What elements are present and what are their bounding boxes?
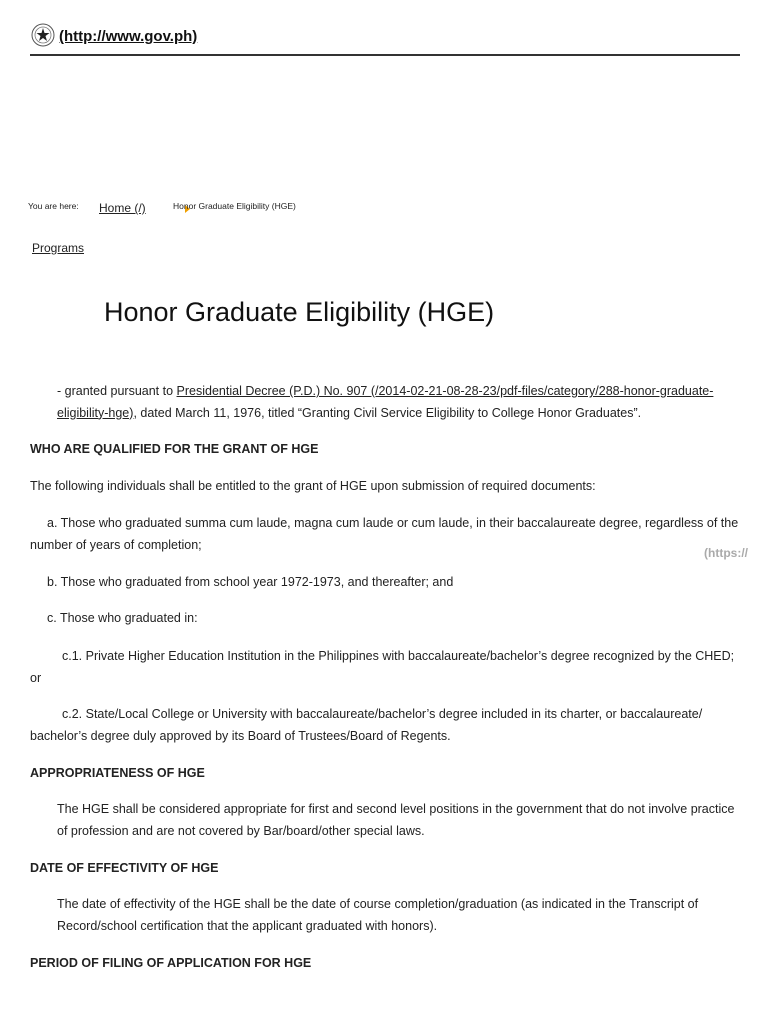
intro-suffix: , dated March 11, 1976, titled “Granting Civil Service Eligibility to College Honor Graduates”. [133,405,642,420]
breadcrumb-label: You are here: [28,201,79,211]
breadcrumb-home-link[interactable]: Home (/) [99,201,146,215]
effectivity-text: The date of effectivity of the HGE shall be the date of course completion/graduation (as indicated in the Transcript of Record/school certification that the applicant graduated with honors). [57,897,699,933]
filing-heading: PERIOD OF FILING OF APPLICATION FOR HGE [30,956,312,970]
appropriateness-text: The HGE shall be considered appropriate for first and second level positions in the government that do not involve practice of profession and are not covered by Bar/board/other special laws. [57,802,735,838]
item-c: c. Those who graduated in: [47,611,198,625]
breadcrumb-current: Honor Graduate Eligibility (HGE) [173,201,296,211]
side-link[interactable]: (https:// [704,546,748,560]
intro-paragraph [57,381,747,424]
item-a: a. Those who graduated summa cum laude, magna cum laude or cum laude, in their baccalaureate degree, regardless of the number of years of completion; [30,516,739,552]
intro-prefix: - granted pursuant to [57,384,177,398]
item-b: b. Those who graduated from school year 1972-1973, and thereafter; and [47,575,454,589]
top-bar [30,22,740,56]
item-c2: c.2. State/Local College or University with baccalaureate/bachelor’s degree included in its charter, or baccalaureate/ bachelor’s degree duly approved by its Board of Trustees/Board of Regents. [30,707,703,743]
page-title: Honor Graduate Eligibility (HGE) [104,297,495,327]
qualified-intro: The following individuals shall be entitled to the grant of HGE upon submission of required documents: [30,479,596,493]
effectivity-heading: DATE OF EFFECTIVITY OF HGE [30,861,219,875]
programs-link[interactable]: Programs [32,241,85,255]
qualified-heading: WHO ARE QUALIFIED FOR THE GRANT OF HGE [30,442,319,456]
philippine-seal-icon[interactable] [31,23,55,47]
gov-ph-link[interactable]: (http://www.gov.ph) [59,28,198,45]
breadcrumb [28,200,428,216]
appropriateness-heading: APPROPRIATENESS OF HGE [30,766,205,780]
decree-link[interactable]: Presidential Decree (P.D.) No. 907 (/2014-02-21-08-28-23/pdf-files/category/288-honor-graduate-eligibility-hge) [57,384,714,420]
item-c1: c.1. Private Higher Education Institution in the Philippines with baccalaureate/bachelor’s degree recognized by the CHED; or [30,649,735,685]
